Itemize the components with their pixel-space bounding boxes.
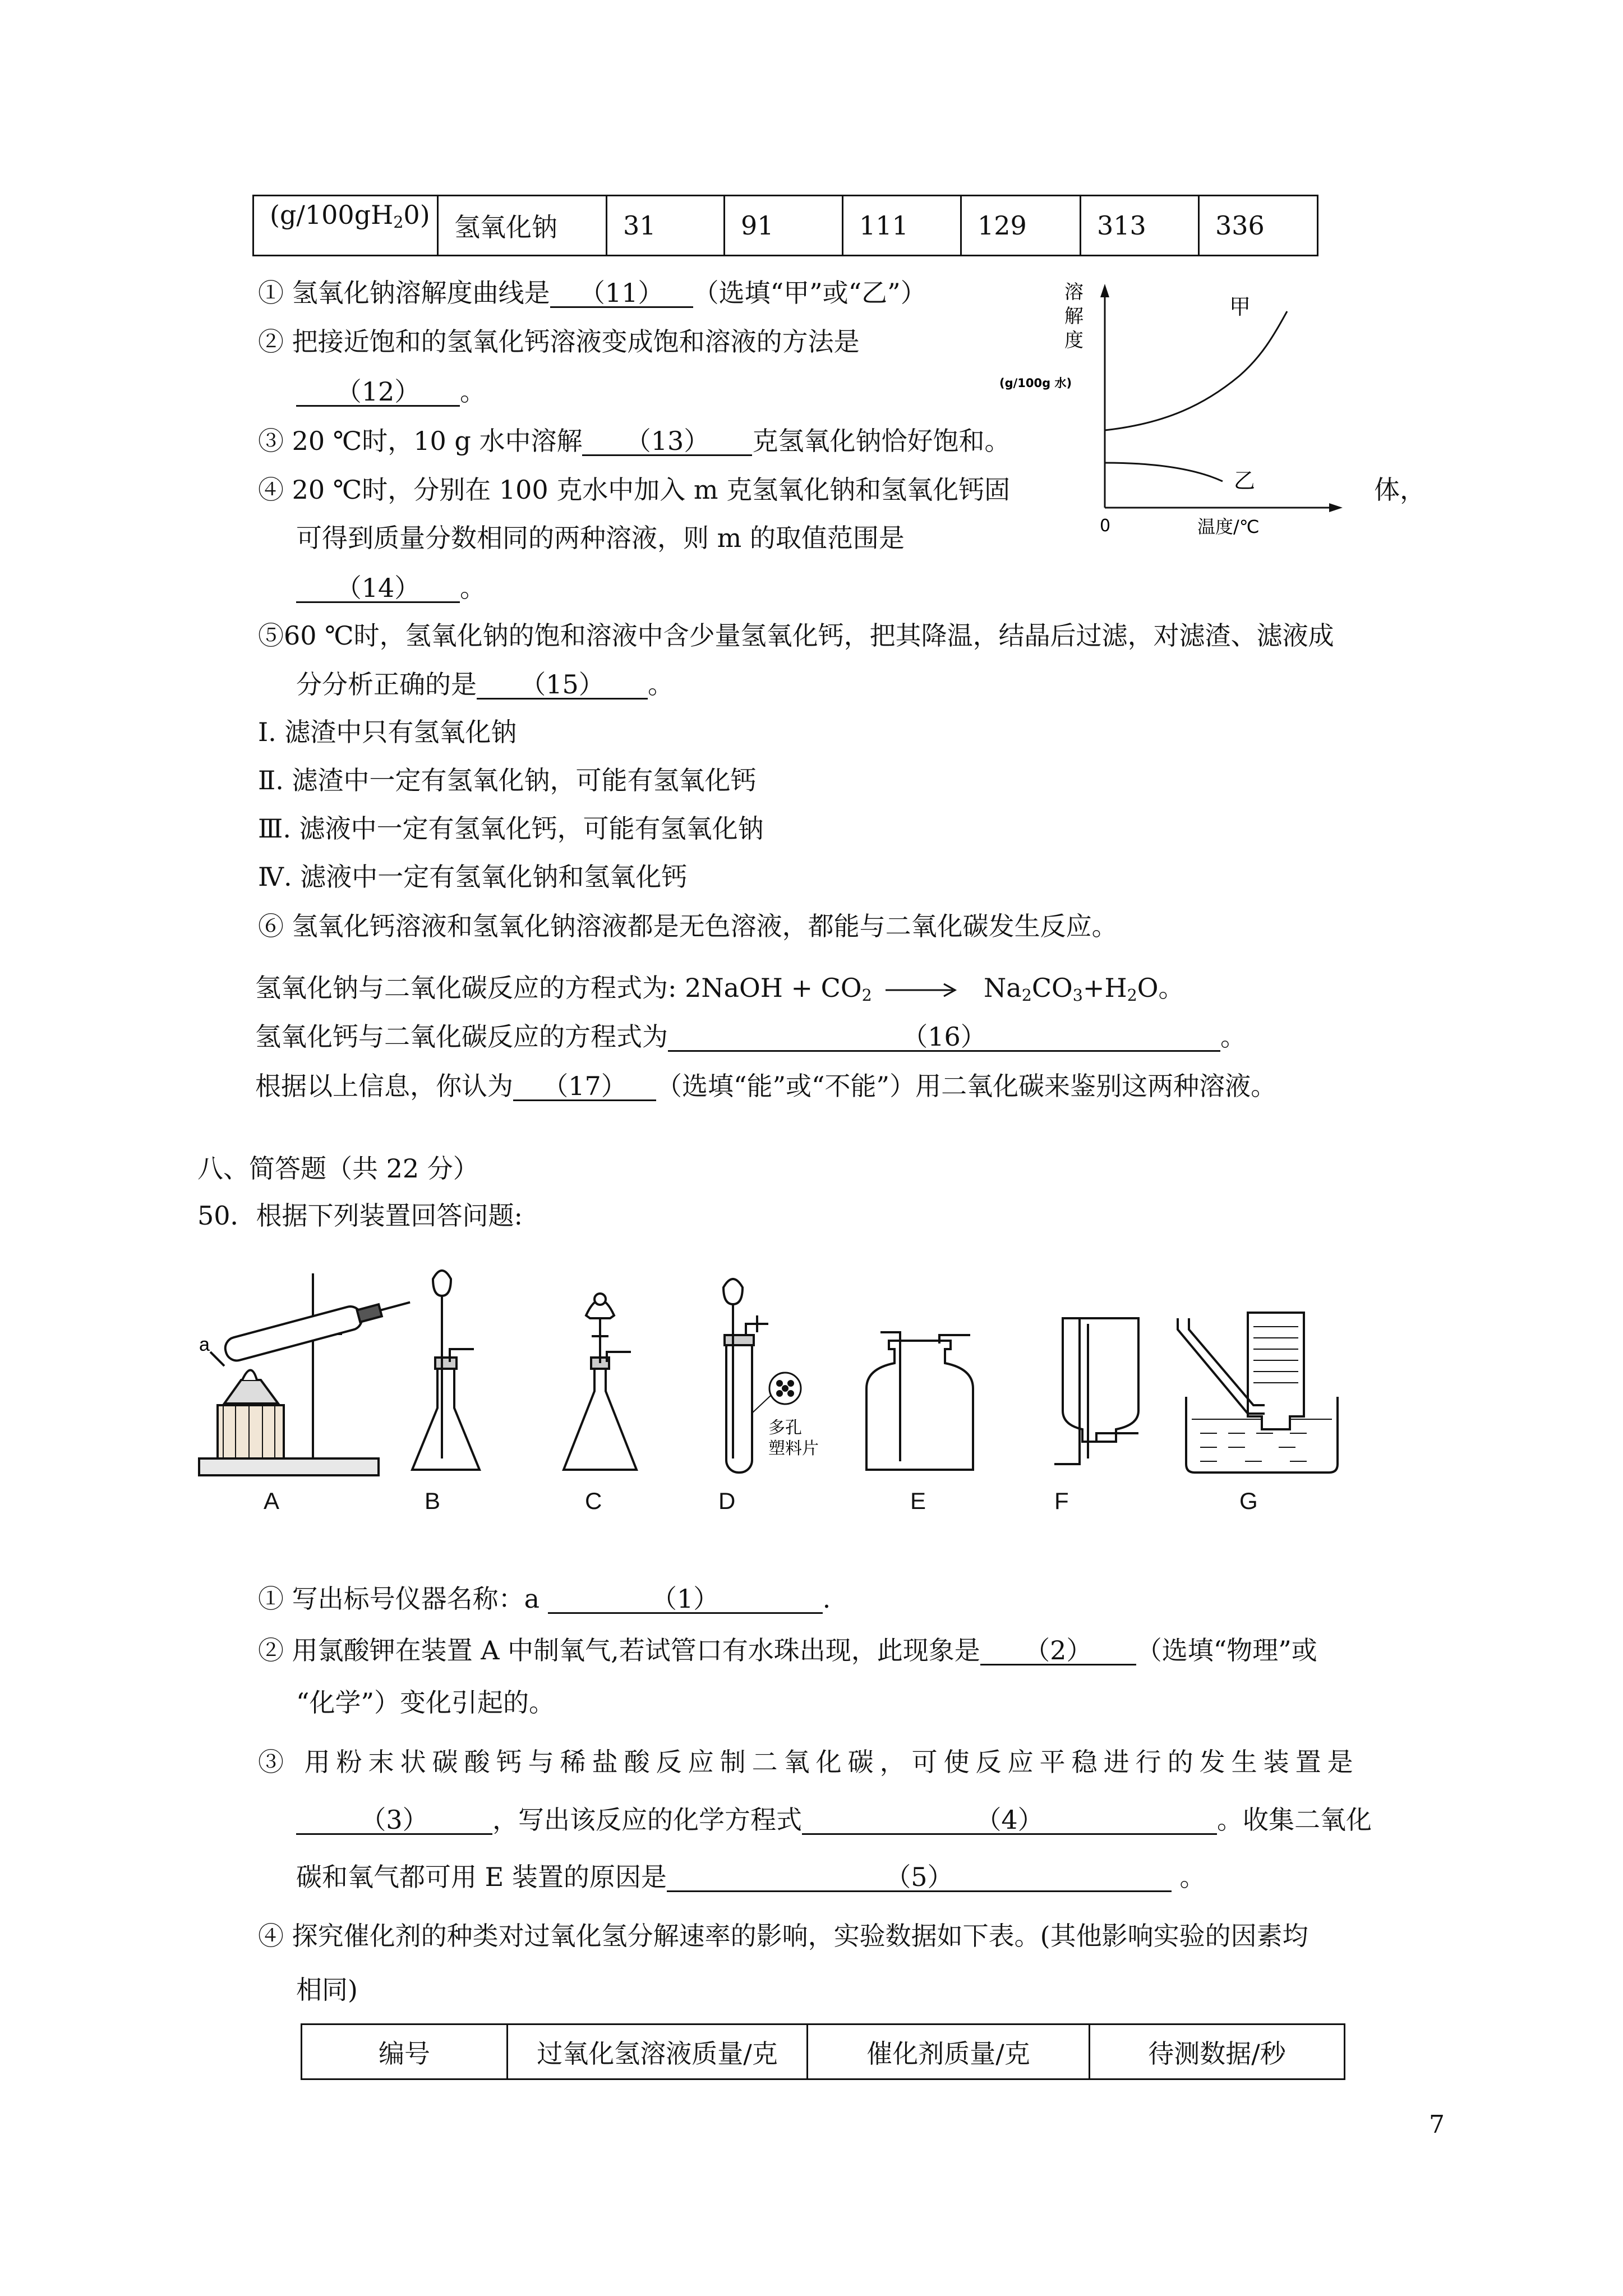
- q49-item2-blank-line: （12） 。: [296, 378, 486, 407]
- q49-item1: ① 氢氧化钠溶解度曲线是 （11） （选填“甲”或“乙”）: [258, 278, 926, 308]
- apparatus-label-b: B: [425, 1488, 441, 1514]
- q49-item4-line1: ④ 20 ℃时，分别在 100 克水中加入 m 克氢氧化钠和氢氧化钙固: [258, 475, 1011, 505]
- ylabel-char: 度: [1064, 329, 1083, 352]
- y-axis-arrow: [1100, 284, 1109, 297]
- value-cell: 91: [725, 196, 843, 256]
- q49-item4-blank-line: （14） 。: [296, 574, 486, 603]
- q49-item2: ② 把接近饱和的氢氧化钙溶液变成饱和溶液的方法是: [258, 326, 860, 357]
- arrow-icon: [886, 982, 958, 999]
- row-label-cell: 氢氧化钠: [438, 196, 607, 256]
- y-unit: (g/100g 水): [999, 376, 1072, 390]
- q49-item6: ⑥ 氢氧化钙溶液和氢氧化钠溶液都是无色溶液，都能与二氧化碳发生反应。: [258, 911, 1118, 941]
- apparatus-c: [564, 1294, 637, 1470]
- xlabel: 温度/℃: [1197, 516, 1260, 537]
- option-1: Ⅰ. 滤渣中只有氢氧化钠: [258, 717, 517, 747]
- unit-cell: $(g/100gH_20)$: [253, 196, 438, 256]
- value-cell: 31: [607, 196, 725, 256]
- origin-label: 0: [1100, 516, 1111, 536]
- option-2: Ⅱ. 滤渣中一定有氢氧化钠，可能有氢氧化钙: [258, 765, 757, 795]
- page-number: 7: [1429, 2110, 1445, 2139]
- header-cell: 编号: [302, 2024, 508, 2079]
- option-3: Ⅲ. 滤液中一定有氢氧化钙，可能有氢氧化钠: [258, 813, 764, 844]
- apparatus-label-g: G: [1239, 1488, 1258, 1514]
- q49-conclusion: 根据以上信息，你认为 （17） （选填“能”或“不能”）用二氧化碳来鉴别这两种溶液。: [255, 1071, 1277, 1101]
- header-cell: 催化剂质量/克: [808, 2024, 1090, 2079]
- curve-jia: [1105, 311, 1287, 430]
- apparatus-label-e: E: [910, 1488, 926, 1514]
- q49-item5-line1: ⑤60 ℃时，氢氧化钠的饱和溶液中含少量氢氧化钙，把其降温，结晶后过滤，对滤渣、滤液成: [258, 620, 1334, 651]
- q50-item2-line2: “化学”）变化引起的。: [296, 1687, 555, 1718]
- d-note-line2: 塑料片: [768, 1439, 819, 1458]
- apparatus-a: [199, 1273, 413, 1475]
- apparatus-label-c: C: [585, 1488, 602, 1514]
- q50-item4-line2: 相同): [296, 1975, 358, 2005]
- q49-item3: ③ 20 ℃时，10 g 水中溶解 （13） 克氢氧化钠恰好饱和。: [258, 426, 1011, 456]
- q50-item4-line1: ④ 探究催化剂的种类对过氧化氢分解速率的影响，实验数据如下表。(其他影响实验的因素均: [258, 1921, 1308, 1951]
- label-a: a: [199, 1334, 210, 1355]
- value-cell: 313: [1081, 196, 1199, 256]
- value-cell: 111: [843, 196, 961, 256]
- equation-naoh: 氢氧化钠与二氧化碳反应的方程式为: 2NaOH + $CO_2$ $Na_2CO_3+H_2O$。: [255, 973, 1184, 1005]
- option-4: Ⅳ. 滤液中一定有氢氧化钠和氢氧化钙: [258, 862, 688, 892]
- section-title: 八、简答题（共 22 分）: [197, 1153, 479, 1184]
- series-label-yi: 乙: [1234, 468, 1256, 493]
- x-axis-arrow: [1329, 503, 1343, 512]
- value-cell: 129: [961, 196, 1081, 256]
- q50-item3-line1: ③ 用粉末状碳酸钙与稀盐酸反应制二氧化碳，可使反应平稳进行的发生装置是: [258, 1747, 1359, 1777]
- apparatus-figure: [191, 1251, 1424, 1498]
- q49-item4-line2: 可得到质量分数相同的两种溶液，则 m 的取值范围是: [296, 523, 905, 553]
- equation-caoh2: 氢氧化钙与二氧化碳反应的方程式为 （16） 。: [255, 1022, 1246, 1052]
- ylabel-char: 溶: [1064, 281, 1083, 303]
- series-label-jia: 甲: [1229, 295, 1251, 319]
- ylabel-char: 解: [1064, 305, 1083, 328]
- header-cell: 过氧化氢溶液质量/克: [508, 2024, 808, 2079]
- value-cell: 336: [1199, 196, 1318, 256]
- apparatus-label-f: F: [1054, 1488, 1069, 1514]
- q50-item3-line2: （3） ，写出该反应的化学方程式 （4） 。收集二氧化: [296, 1806, 1372, 1835]
- apparatus-f: [1054, 1318, 1138, 1464]
- apparatus-b: [412, 1271, 479, 1470]
- apparatus-label-a: A: [264, 1488, 280, 1514]
- q50-item1: ① 写出标号仪器名称：a （1） .: [258, 1584, 831, 1614]
- d-note-line1: 多孔: [768, 1418, 802, 1438]
- apparatus-g: [1178, 1313, 1338, 1473]
- header-cell: 待测数据/秒: [1090, 2024, 1345, 2079]
- q50-title: 50．根据下列装置回答问题:: [197, 1200, 523, 1231]
- solubility-chart: [998, 275, 1424, 561]
- solubility-table: [252, 195, 1318, 256]
- curve-yi: [1105, 463, 1223, 481]
- apparatus-e: [866, 1332, 973, 1470]
- q50-item2: ② 用氯酸钾在装置 A 中制氧气,若试管口有水珠出现，此现象是 （2） （选填“物理”或: [258, 1635, 1317, 1665]
- q50-item3-line3: 碳和氧气都可用 E 装置的原因是 （5） 。: [296, 1862, 1206, 1892]
- q49-item4-tail: 体，: [1374, 475, 1426, 505]
- apparatus-label-d: D: [718, 1488, 736, 1514]
- experiment-table: [301, 2023, 1345, 2080]
- q49-item5-line2: 分分析正确的是 （15） 。: [296, 669, 674, 700]
